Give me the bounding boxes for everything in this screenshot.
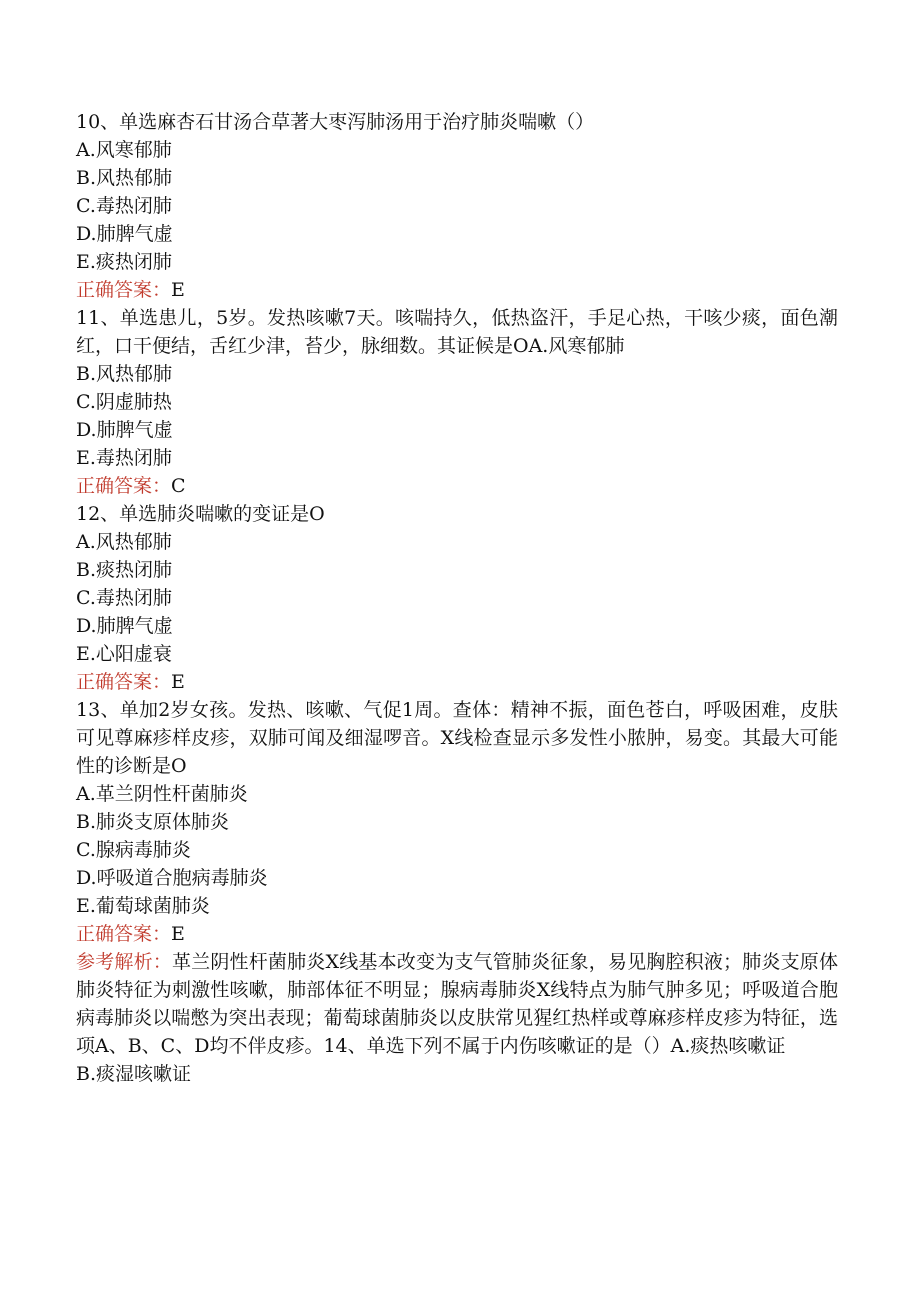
answer-label: 正确答案： bbox=[76, 923, 172, 945]
question-12-stem: 12、单选肺炎喘嗽的变证是O bbox=[76, 503, 325, 525]
question-13-stem: 13、单加2岁女孩。发热、咳嗽、气促1周。查体：精神不振，面色苍白，呼吸困难，皮肤可见尊麻疹样皮疹，双肺可闻及细湿啰音。X线检查显示多发性小脓肿，易变。其最大可能性的诊断是O bbox=[76, 699, 838, 777]
q13-option-b: B.肺炎支原体肺炎 bbox=[76, 811, 230, 833]
q10-option-d: D.肺脾气虚 bbox=[76, 223, 173, 245]
answer-value: C bbox=[171, 475, 186, 497]
explanation-label: 参考解析： bbox=[76, 951, 172, 973]
q12-option-e: E.心阳虚衰 bbox=[76, 643, 172, 665]
q13-option-a: A.革兰阴性杆菌肺炎 bbox=[76, 783, 248, 805]
answer-value: E bbox=[171, 923, 185, 945]
q13-option-e: E.葡萄球菌肺炎 bbox=[76, 895, 210, 917]
q12-option-d: D.肺脾气虚 bbox=[76, 615, 173, 637]
explanation-text: 革兰阴性杆菌肺炎X线基本改变为支气管肺炎征象，易见胸腔积液；肺炎支原体肺炎特征为刺激性咳嗽，肺部体征不明显；腺病毒肺炎X线特点为肺气肿多见；呼吸道合胞病毒肺炎以喘憋为突出表现；葡萄球菌肺炎以皮肤常见猩红热样或尊麻疹样皮疹为特征，选项A、B、C、D均不伴皮疹。14、单选下列不属于内伤咳嗽证的是（）A.痰热咳嗽证 bbox=[76, 951, 838, 1057]
q10-option-e: E.痰热闭肺 bbox=[76, 251, 172, 273]
q11-option-e: E.毒热闭肺 bbox=[76, 447, 172, 469]
question-11-stem: 11、单选患儿，5岁。发热咳嗽7天。咳喘持久，低热盗汗，手足心热，干咳少痰，面色潮红，口干便结，舌红少津，苔少，脉细数。其证候是OA.风寒郁肺 bbox=[76, 307, 838, 357]
q11-answer bbox=[76, 472, 838, 500]
q13-option-c: C.腺病毒肺炎 bbox=[76, 839, 191, 861]
q11-option-c: C.阴虚肺热 bbox=[76, 391, 172, 413]
q12-option-c: C.毒热闭肺 bbox=[76, 587, 172, 609]
q12-answer bbox=[76, 668, 838, 696]
q10-answer bbox=[76, 276, 838, 304]
q11-option-b: B.风热郁肺 bbox=[76, 363, 173, 385]
q13-answer bbox=[76, 920, 838, 948]
q10-option-b: B.风热郁肺 bbox=[76, 167, 173, 189]
q10-option-c: C.毒热闭肺 bbox=[76, 195, 172, 217]
q14-option-b: B.痰湿咳嗽证 bbox=[76, 1063, 192, 1085]
q13-explanation bbox=[76, 948, 838, 1060]
q11-option-d: D.肺脾气虚 bbox=[76, 419, 173, 441]
q12-option-b: B.痰热闭肺 bbox=[76, 559, 173, 581]
answer-label: 正确答案： bbox=[76, 475, 172, 497]
q13-option-d: D.呼吸道合胞病毒肺炎 bbox=[76, 867, 268, 889]
question-10-stem: 10、单选麻杏石甘汤合草著大枣泻肺汤用于治疗肺炎喘嗽（） bbox=[76, 111, 595, 133]
q12-option-a: A.风热郁肺 bbox=[76, 531, 172, 553]
document-page bbox=[76, 108, 838, 1088]
answer-value: E bbox=[171, 671, 185, 693]
answer-label: 正确答案： bbox=[76, 671, 172, 693]
answer-value: E bbox=[171, 279, 185, 301]
answer-label: 正确答案： bbox=[76, 279, 172, 301]
q10-option-a: A.风寒郁肺 bbox=[76, 139, 172, 161]
